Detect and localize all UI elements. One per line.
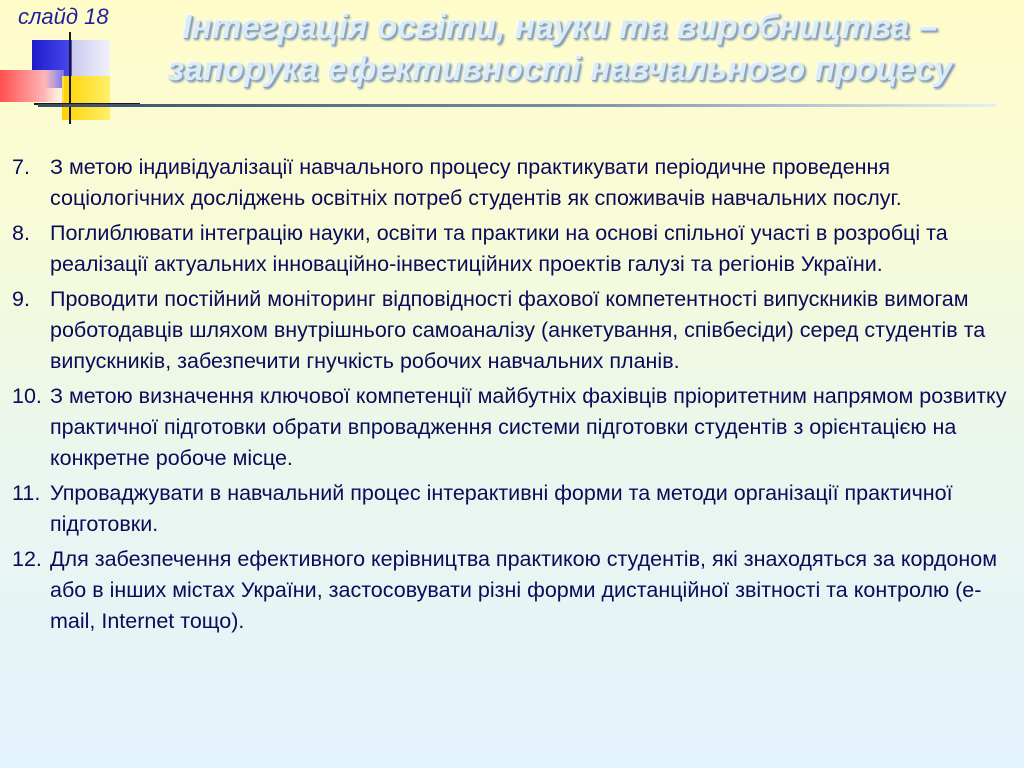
list-item-number: 10. xyxy=(12,384,42,408)
list-item-12 xyxy=(12,544,1017,637)
slide-title-line-2: запорука ефективності навчального процесу xyxy=(167,50,953,87)
slide-number: слайд 18 xyxy=(18,4,109,29)
list-item-text: Поглиблювати інтеграцію науки, освіти та практики на основі спільної участі в розробці та реалізації актуальних інноваційно-інвестиційних проектів галузі та регіонів України. xyxy=(50,221,948,276)
list-item-text: Упроваджувати в навчальний процес інтерактивні форми та методи організації практичної підготовки. xyxy=(50,481,953,536)
list-item-text: З метою визначення ключової компетенції майбутніх фахівців пріоритетним напрямом розвитку практичної підготовки обрати впровадження системи підготовки студентів з орієнтацією на конкретне робоче місце. xyxy=(50,384,1007,470)
slide-title xyxy=(130,6,990,90)
list-item-9 xyxy=(12,284,1017,377)
numbered-list xyxy=(12,152,1017,641)
list-item-text: З метою індивідуалізації навчального процесу практикувати періодичне проведення соціологічних досліджень освітніх потреб студентів як споживачів навчальних послуг. xyxy=(50,155,902,210)
list-item-number: 11. xyxy=(12,481,41,505)
list-item-number: 9. xyxy=(12,287,30,311)
list-item-11 xyxy=(12,478,1017,540)
list-item-text: Проводити постійний моніторинг відповідності фахової компетентності випускників вимогам роботодавців шляхом внутрішнього самоаналізу (анкетування, співбесіди) серед студентів та випускників, забезпечити гнучкість робочих навчальних планів. xyxy=(50,287,986,373)
list-item-number: 7. xyxy=(12,155,30,179)
title-underline-rule xyxy=(38,104,996,107)
slide-title-line-1: Інтеграція освіти, науки та виробництва – xyxy=(182,8,938,45)
list-item-number: 12. xyxy=(12,547,42,571)
list-item-8 xyxy=(12,218,1017,280)
list-item-7 xyxy=(12,152,1017,214)
list-item-text: Для забезпечення ефективного керівництва практикою студентів, які знаходяться за кордоном або в інших містах України, застосовувати різні форми дистанційної звітності та контролю (e-mail, Internet тощо). xyxy=(50,547,997,633)
list-item-number: 8. xyxy=(12,221,30,245)
list-item-10 xyxy=(12,381,1017,474)
